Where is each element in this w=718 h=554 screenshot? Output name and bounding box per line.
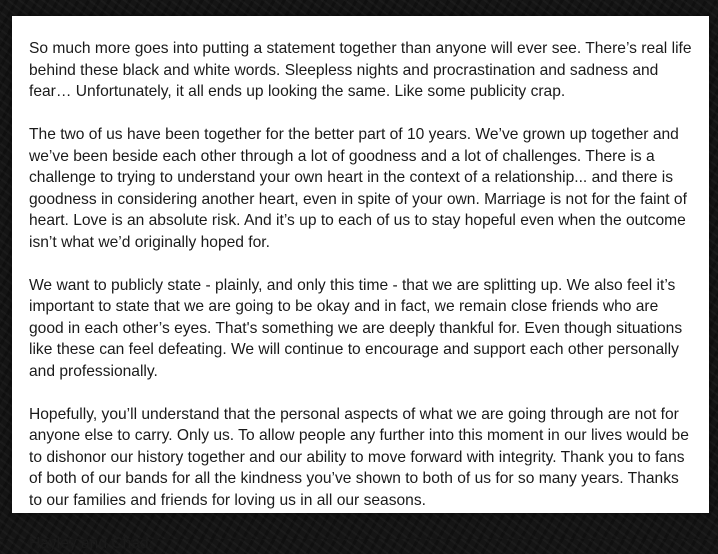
statement-paragraph-4: Hopefully, you’ll understand that the personal aspects of what we are going through are not for anyone else to carry. Only us. To allow people any further into this moment in our lives would be to dishonor our history together and our ability to move forward with integrity. Thank you to fans of both of our bands for all the kindness you’ve shown to both of us for so many years. Thanks to our families and friends for loving us in all our seasons.: [29, 404, 695, 512]
statement-document: [12, 16, 709, 513]
statement-paragraph-2: The two of us have been together for the better part of 10 years. We’ve grown up together and we’ve been beside each other through a lot of goodness and a lot of challenges. There is a challenge to trying to understand your own heart in the context of a relationship... and there is goodness in considering another heart, even in spite of your own. Marriage is not for the faint of heart. Love is an absolute risk. And it’s up to each of us to stay hopeful even when the outcome isn’t what we’d originally hoped for.: [29, 124, 695, 253]
statement-paragraph-1: So much more goes into putting a statement together than anyone will ever see. There’s real life behind these black and white words. Sleepless nights and procrastination and sadness and fear… Unfortunately, it all ends up looking the same. Like some publicity crap.: [29, 38, 695, 103]
statement-paragraph-3: We want to publicly state - plainly, and only this time - that we are splitting up. We also feel it’s important to state that we are going to be okay and in fact, we remain close friends who are good in each other’s eyes. That's something we are deeply thankful for. Even though situations like these can feel defeating. We will continue to encourage and support each other personally and professionally.: [29, 275, 695, 383]
signature: Hayley and Chad.: [29, 533, 695, 554]
